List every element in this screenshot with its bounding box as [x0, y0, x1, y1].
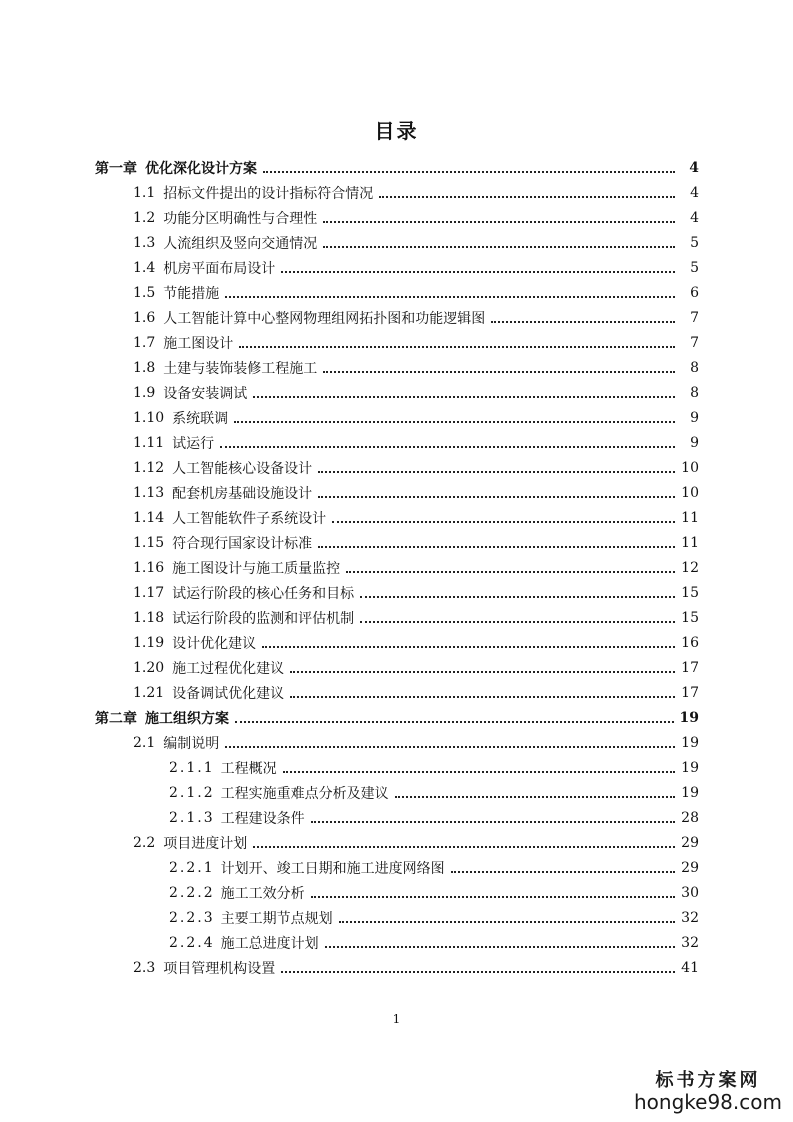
- toc-dot-leader: [395, 796, 675, 798]
- toc-entry-number: 2.2: [133, 834, 156, 851]
- toc-entry-title: 土建与装饰装修工程施工: [163, 360, 318, 377]
- toc-entry-number: 1.12: [133, 459, 165, 476]
- toc-entry-page: 4: [690, 184, 699, 201]
- toc-entry-page: 9: [690, 409, 699, 426]
- toc-entry-title: 施工总进度计划: [220, 935, 319, 952]
- toc-entry-number: 1.5: [133, 284, 156, 301]
- toc-entry-page: 32: [681, 909, 699, 926]
- toc-entry-title: 编制说明: [163, 735, 220, 752]
- toc-entry-title: 施工图设计与施工质量监控: [172, 560, 341, 577]
- toc-dot-leader: [332, 521, 675, 523]
- toc-entry-title: 功能分区明确性与合理性: [163, 210, 318, 227]
- toc-entry-number: 1.16: [133, 559, 165, 576]
- toc-entry-title: 施工图设计: [163, 335, 234, 352]
- toc-dot-leader: [491, 321, 675, 323]
- toc-entry-page: 15: [681, 584, 699, 601]
- toc-entry-page: 41: [681, 959, 699, 976]
- toc-chapter-entry[interactable]: [95, 155, 699, 180]
- toc-entry[interactable]: [95, 455, 699, 480]
- toc-entry-number: 1.13: [133, 484, 165, 501]
- toc-dot-leader: [346, 571, 675, 573]
- toc-entry[interactable]: [95, 655, 699, 680]
- toc-dot-leader: [311, 821, 675, 823]
- toc-dot-leader: [360, 596, 675, 598]
- toc-entry-number: 2.1.3: [169, 809, 215, 826]
- toc-entry-number: 2.2.2: [169, 884, 215, 901]
- toc-entry-number: 1.21: [133, 684, 165, 701]
- toc-dot-leader: [225, 746, 675, 748]
- toc-entry-title: 人工智能软件子系统设计: [172, 510, 327, 527]
- toc-entry-page: 11: [681, 509, 699, 526]
- toc-dot-leader: [379, 196, 675, 198]
- toc-entry-number: 1.9: [133, 384, 156, 401]
- toc-dot-leader: [290, 671, 675, 673]
- toc-entry[interactable]: [95, 530, 699, 555]
- toc-entry[interactable]: [95, 555, 699, 580]
- toc-entry[interactable]: [95, 255, 699, 280]
- toc-entry-page: 28: [681, 809, 699, 826]
- toc-entry-number: 1.17: [133, 584, 165, 601]
- toc-entry[interactable]: [95, 830, 699, 855]
- toc-dot-leader: [283, 771, 675, 773]
- toc-entry-page: 19: [681, 784, 699, 801]
- toc-entry-number: 1.8: [133, 359, 156, 376]
- toc-entry-title: 试运行阶段的监测和评估机制: [172, 610, 355, 627]
- toc-dot-leader: [318, 496, 675, 498]
- toc-entry-title: 项目进度计划: [163, 835, 248, 852]
- toc-entry-page: 10: [681, 459, 699, 476]
- toc-entry-number: 第一章: [95, 160, 137, 177]
- toc-entry-page: 15: [681, 609, 699, 626]
- toc-entry[interactable]: [95, 305, 699, 330]
- toc-entry-title: 设备调试优化建议: [172, 685, 285, 702]
- toc-entry[interactable]: [95, 230, 699, 255]
- toc-entry-number: 1.4: [133, 259, 156, 276]
- toc-entry-title: 设计优化建议: [172, 635, 257, 652]
- toc-entry-number: 2.2.4: [169, 934, 215, 951]
- toc-entry-title: 人工智能计算中心整网物理组网拓扑图和功能逻辑图: [163, 310, 486, 327]
- toc-entry[interactable]: [95, 805, 699, 830]
- toc-entry-title: 计划开、竣工日期和施工进度网络图: [220, 860, 445, 877]
- toc-dot-leader: [281, 971, 675, 973]
- toc-dot-leader: [262, 646, 675, 648]
- watermark-title: 标书方案网: [655, 1070, 761, 1091]
- toc-entry-number: 2.1.2: [169, 784, 215, 801]
- toc-entry-title: 优化深化设计方案: [145, 160, 257, 177]
- toc-entry-page: 7: [690, 334, 699, 351]
- toc-entry-page: 16: [681, 634, 699, 651]
- toc-entry-number: 1.3: [133, 234, 156, 251]
- toc-entry[interactable]: [95, 780, 699, 805]
- toc-dot-leader: [234, 421, 675, 423]
- toc-dot-leader: [220, 446, 675, 448]
- toc-entry-page: 6: [690, 284, 699, 301]
- toc-entry-number: 1.1: [133, 184, 156, 201]
- toc-entry[interactable]: [95, 430, 699, 455]
- toc-entry-page: 11: [681, 534, 699, 551]
- toc-entry-number: 第二章: [95, 710, 137, 727]
- toc-entry[interactable]: [95, 855, 699, 880]
- toc-entry[interactable]: [95, 730, 699, 755]
- toc-dot-leader: [239, 346, 675, 348]
- toc-entry-title: 招标文件提出的设计指标符合情况: [163, 185, 374, 202]
- toc-dot-leader: [323, 221, 675, 223]
- toc-entry-page: 5: [690, 234, 699, 251]
- toc-entry-title: 施工过程优化建议: [172, 660, 285, 677]
- toc-entry-page: 17: [681, 684, 699, 701]
- toc-entry-number: 1.18: [133, 609, 165, 626]
- toc-dot-leader: [290, 696, 675, 698]
- toc-entry-page: 8: [690, 359, 699, 376]
- toc-entry-number: 2.1.1: [169, 759, 215, 776]
- toc-entry-title: 人流组织及竖向交通情况: [163, 235, 318, 252]
- toc-entry-page: 9: [690, 434, 699, 451]
- toc-entry[interactable]: [95, 880, 699, 905]
- toc-entry-title: 人工智能核心设备设计: [172, 460, 313, 477]
- toc-entry-page: 19: [681, 759, 699, 776]
- toc-dot-leader: [253, 846, 675, 848]
- toc-entry[interactable]: [95, 630, 699, 655]
- watermark-url: hongke98.com: [634, 1090, 782, 1114]
- toc-entry-title: 符合现行国家设计标准: [172, 535, 313, 552]
- toc-entry-page: 8: [690, 384, 699, 401]
- toc-dot-leader: [339, 921, 675, 923]
- toc-entry-title: 配套机房基础设施设计: [172, 485, 313, 502]
- toc-chapter-entry[interactable]: [95, 705, 699, 730]
- toc-entry-title: 施工工效分析: [220, 885, 305, 902]
- toc-entry-title: 机房平面布局设计: [163, 260, 276, 277]
- toc-entry-page: 29: [681, 834, 699, 851]
- table-of-contents: [95, 155, 699, 980]
- toc-dot-leader: [451, 871, 675, 873]
- toc-title: 目录: [374, 119, 419, 143]
- toc-entry[interactable]: [95, 680, 699, 705]
- toc-entry-title: 项目管理机构设置: [163, 960, 276, 977]
- toc-entry-page: 19: [679, 709, 699, 726]
- toc-entry-page: 4: [690, 209, 699, 226]
- toc-entry[interactable]: [95, 755, 699, 780]
- toc-entry-title: 节能措施: [163, 285, 220, 302]
- toc-entry[interactable]: [95, 480, 699, 505]
- toc-entry[interactable]: [95, 505, 699, 530]
- toc-entry[interactable]: [95, 355, 699, 380]
- toc-dot-leader: [281, 271, 675, 273]
- toc-entry[interactable]: [95, 605, 699, 630]
- toc-entry-number: 1.19: [133, 634, 165, 651]
- toc-dot-leader: [253, 396, 675, 398]
- toc-entry-page: 12: [681, 559, 699, 576]
- toc-entry[interactable]: [95, 280, 699, 305]
- page-number: 1: [392, 1012, 401, 1026]
- toc-entry[interactable]: [95, 955, 699, 980]
- toc-entry-number: 1.14: [133, 509, 165, 526]
- toc-entry[interactable]: [95, 380, 699, 405]
- toc-dot-leader: [311, 896, 675, 898]
- toc-entry[interactable]: [95, 580, 699, 605]
- toc-entry-page: 17: [681, 659, 699, 676]
- toc-entry-page: 10: [681, 484, 699, 501]
- toc-entry-page: 19: [681, 734, 699, 751]
- toc-dot-leader: [225, 296, 675, 298]
- toc-entry-title: 系统联调: [172, 410, 229, 427]
- toc-entry-number: 1.6: [133, 309, 156, 326]
- toc-entry[interactable]: [95, 905, 699, 930]
- toc-dot-leader: [323, 246, 675, 248]
- toc-entry-title: 设备安装调试: [163, 385, 248, 402]
- toc-entry-number: 1.10: [133, 409, 165, 426]
- toc-entry-number: 1.7: [133, 334, 156, 351]
- toc-dot-leader: [325, 946, 675, 948]
- toc-entry-number: 1.11: [133, 434, 165, 451]
- toc-entry-number: 1.2: [133, 209, 156, 226]
- toc-entry-title: 工程实施重难点分析及建议: [220, 785, 389, 802]
- toc-dot-leader: [318, 546, 675, 548]
- toc-entry-number: 2.2.3: [169, 909, 215, 926]
- toc-entry-title: 工程建设条件: [220, 810, 305, 827]
- toc-dot-leader: [323, 371, 675, 373]
- toc-entry[interactable]: [95, 405, 699, 430]
- toc-entry-page: 4: [689, 159, 699, 176]
- toc-dot-leader: [360, 621, 675, 623]
- toc-entry-page: 30: [681, 884, 699, 901]
- toc-entry-title: 工程概况: [220, 760, 277, 777]
- toc-entry-page: 29: [681, 859, 699, 876]
- toc-entry-number: 2.2.1: [169, 859, 215, 876]
- toc-entry-page: 32: [681, 934, 699, 951]
- toc-entry[interactable]: [95, 205, 699, 230]
- toc-entry-title: 主要工期节点规划: [220, 910, 333, 927]
- toc-entry[interactable]: [95, 930, 699, 955]
- toc-entry-title: 试运行阶段的核心任务和目标: [172, 585, 355, 602]
- toc-entry-title: 试运行: [172, 435, 215, 452]
- toc-entry-number: 1.20: [133, 659, 165, 676]
- toc-dot-leader: [318, 471, 675, 473]
- toc-dot-leader: [235, 721, 674, 723]
- toc-entry-number: 2.1: [133, 734, 156, 751]
- watermark: [633, 1066, 783, 1114]
- toc-entry[interactable]: [95, 330, 699, 355]
- toc-entry-page: 5: [690, 259, 699, 276]
- toc-entry-title: 施工组织方案: [145, 710, 229, 727]
- toc-entry-page: 7: [690, 309, 699, 326]
- toc-entry-number: 2.3: [133, 959, 156, 976]
- toc-entry-number: 1.15: [133, 534, 165, 551]
- toc-dot-leader: [263, 171, 675, 173]
- toc-entry[interactable]: [95, 180, 699, 205]
